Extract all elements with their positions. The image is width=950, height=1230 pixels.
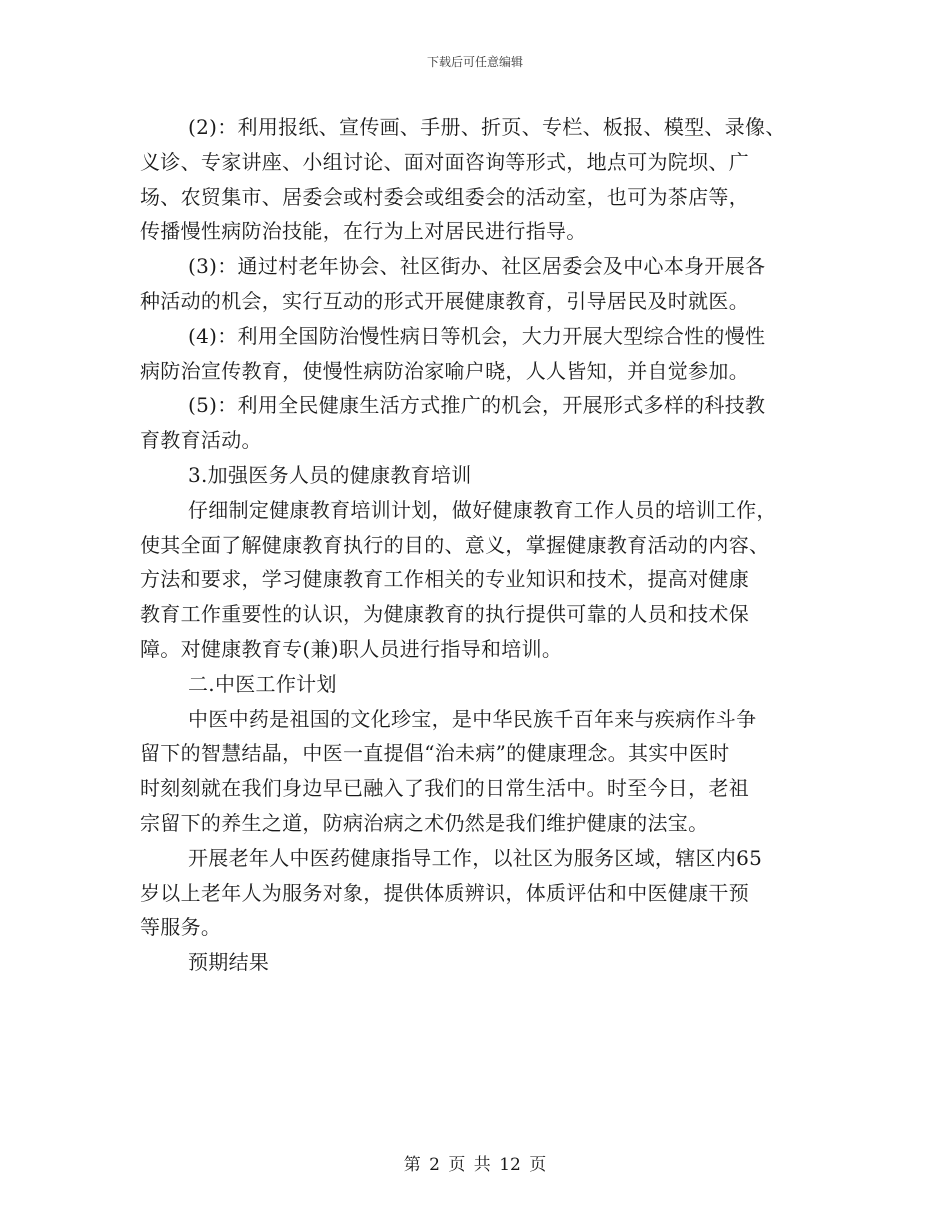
text-line: 使其全面了解健康教育执行的目的、意义，掌握健康教育活动的内容、 bbox=[140, 532, 770, 557]
section-heading: 3.加强医务人员的健康教育培训 bbox=[188, 462, 472, 487]
text-line: 种活动的机会，实行互动的形式开展健康教育，引导居民及时就医。 bbox=[140, 288, 749, 313]
text-line: (3)：通过村老年协会、社区街办、社区居委会及中心本身开展各 bbox=[188, 254, 766, 279]
header-note: 下载后可任意编辑 bbox=[426, 55, 523, 69]
document-body bbox=[140, 110, 810, 980]
text-line: 病防治宣传教育，使慢性病防治家喻户晓，人人皆知，并自觉参加。 bbox=[140, 358, 749, 383]
text-line: 仔细制定健康教育培训计划，做好健康教育工作人员的培训工作， bbox=[188, 497, 777, 522]
section-heading: 预期结果 bbox=[188, 950, 270, 975]
text-line: 开展老年人中医药健康指导工作，以社区为服务区域，辖区内65 bbox=[188, 845, 763, 870]
text-line: 等服务。 bbox=[140, 915, 222, 940]
text-line: 传播慢性病防治技能，在行为上对居民进行指导。 bbox=[140, 219, 587, 244]
text-line: 留下的智慧结晶，中医一直提倡“治未病”的健康理念。其实中医时 bbox=[140, 741, 730, 766]
text-line: (2)：利用报纸、宣传画、手册、折页、专栏、板报、模型、录像、 bbox=[188, 115, 786, 139]
text-line: 时刻刻就在我们身边早已融入了我们的日常生活中。时至今日，老祖 bbox=[140, 776, 749, 801]
text-line: 义诊、专家讲座、小组讨论、面对面咨询等形式，地点可为院坝、广 bbox=[140, 149, 749, 174]
text-line: (5)：利用全民健康生活方式推广的机会，开展形式多样的科技教 bbox=[188, 393, 766, 418]
text-line: 宗留下的养生之道，防病治病之术仍然是我们维护健康的法宝。 bbox=[140, 810, 709, 835]
text-line: 教育工作重要性的认识，为健康教育的执行提供可靠的人员和技术保 bbox=[140, 602, 749, 627]
page-number-footer: 第 2 页 共 12 页 bbox=[403, 1155, 547, 1175]
section-heading: 二.中医工作计划 bbox=[188, 671, 337, 696]
text-line: 方法和要求，学习健康教育工作相关的专业知识和技术，提高对健康 bbox=[140, 567, 749, 592]
text-line: 中医中药是祖国的文化珍宝，是中华民族千百年来与疾病作斗争 bbox=[188, 706, 757, 731]
text-line: 场、农贸集市、居委会或村委会或组委会的活动室，也可为茶店等， bbox=[140, 184, 749, 209]
text-line: 岁以上老年人为服务对象，提供体质辨识，体质评估和中医健康干预 bbox=[140, 880, 749, 905]
text-line: 育教育活动。 bbox=[140, 428, 262, 453]
text-line: 障。对健康教育专(兼)职人员进行指导和培训。 bbox=[140, 636, 563, 661]
text-line: (4)：利用全国防治慢性病日等机会，大力开展大型综合性的慢性 bbox=[188, 323, 766, 348]
